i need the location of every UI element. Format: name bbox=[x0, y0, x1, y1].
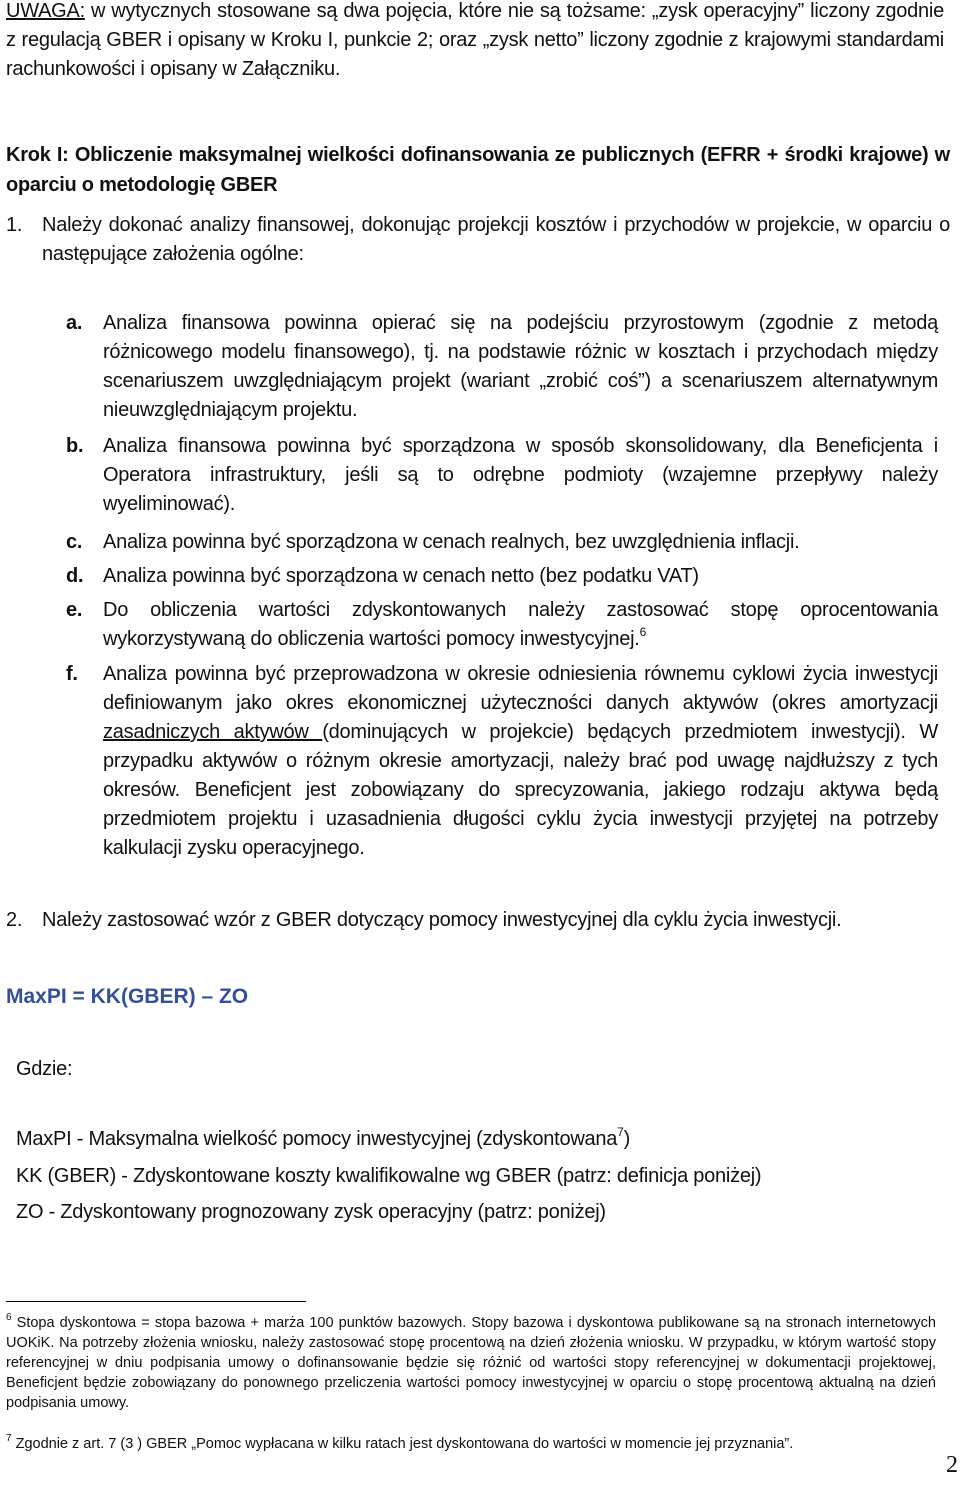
footnote-separator bbox=[6, 1301, 306, 1302]
definition-maxpi bbox=[16, 1125, 946, 1154]
list-item-f-label: f. bbox=[66, 663, 78, 685]
list-item-b-text: Analiza finansowa powinna być sporządzona w sposób skonsolidowany, dla Beneficjenta i Operatora infrastruktury, jeśli są to odrębne podmioty (wzajemne przepływy należy wyeliminować). bbox=[103, 435, 938, 515]
list-item-d bbox=[66, 562, 938, 591]
point-2-number: 2. bbox=[6, 909, 23, 931]
list-item-c bbox=[66, 528, 938, 557]
footnote-6-text: Stopa dyskontowa = stopa bazowa + marża 100 punktów bazowych. Stopy bazowa i dyskontowa publikowane są na stronach internetowych UOKiK. Na potrzeby złożenia wniosku, należy zastosować stopę procentową na dzień złożenia wniosku. W przypadku, w którym wartość stopy referencyjnej w dniu podpisania umowy o dofinansowanie będzie się różnić od wartości stopy referencyjnej w dokumentacji projektowej, Beneficjent będzie zobowiązany do ponownego przeliczenia wartości pomocy inwestycyjnej w oparciu o stopę procentową aktualną na dzień podpisania umowy. bbox=[6, 1315, 936, 1411]
list-item-f bbox=[66, 660, 938, 863]
footnote-7-text: Zgodnie z art. 7 (3 ) GBER „Pomoc wypłacana w kilku ratach jest dyskontowana do wartości w momencie jej przyznania”. bbox=[11, 1436, 794, 1452]
list-item-f-underlined: zasadniczych aktywów bbox=[103, 721, 323, 743]
list-item-f-text-after: (dominujących w projekcie) będących przedmiotem inwestycji). W przypadku aktywów o różnym okresie amortyzacji, należy brać pod uwagę najdłuższy z tych okresów. Beneficjent jest zobowiązany do sprecyzowania, jakiego rodzaju aktywa będą przedmiotem projektu i uzasadnienia długości cyklu życia inwestycji przyjętej na potrzeby kalkulacji zysku operacyjnego. bbox=[103, 721, 938, 859]
footnote-6 bbox=[6, 1313, 936, 1413]
list-item-c-label: c. bbox=[66, 531, 83, 553]
footnote-7-number: 7 bbox=[6, 1433, 12, 1445]
warning-label: UWAGA: bbox=[6, 0, 85, 22]
list-item-a bbox=[66, 309, 938, 425]
list-item-d-label: d. bbox=[66, 565, 84, 587]
warning-paragraph bbox=[6, 0, 944, 84]
footnote-7 bbox=[6, 1434, 936, 1454]
footnote-6-number: 6 bbox=[6, 1312, 12, 1324]
point-1-number: 1. bbox=[6, 214, 23, 236]
warning-text: w wytycznych stosowane są dwa pojęcia, które nie są tożsame: „zysk operacyjny” liczony zgodnie z regulacją GBER i opisany w Kroku I, punkcie 2; oraz „zysk netto” liczony zgodnie z krajowymi standardami rachunkowości i opisany w Załączniku. bbox=[6, 0, 944, 80]
list-item-f-text-before: Analiza powinna być przeprowadzona w okresie odniesienia równemu cyklowi życia inwestycji definiowanym jako okres ekonomicznej użyteczności danych aktywów (okres amortyzacji bbox=[103, 663, 938, 714]
list-item-c-text: Analiza powinna być sporządzona w cenach realnych, bez uwzględnienia inflacji. bbox=[103, 531, 800, 553]
list-item-e-text bbox=[103, 596, 938, 654]
footnote-ref-7: 7 bbox=[617, 1125, 624, 1140]
point-1 bbox=[6, 211, 950, 269]
point-2-text: Należy zastosować wzór z GBER dotyczący pomocy inwestycyjnej dla cyklu życia inwestycji. bbox=[42, 909, 842, 931]
list-item-a-label: a. bbox=[66, 312, 83, 334]
list-item-b-label: b. bbox=[66, 435, 84, 457]
list-item-a-text: Analiza finansowa powinna opierać się na podejściu przyrostowym (zgodnie z metodą różnicowego modelu finansowego), tj. na podstawie różnic w kosztach i przychodach między scenariuszem uwzględniającym projekt (wariant „zrobić coś”) a scenariuszem alternatywnym nieuwzględniającym projektu. bbox=[103, 312, 938, 421]
list-item-f-text bbox=[103, 660, 938, 863]
list-item-d-text: Analiza powinna być sporządzona w cenach netto (bez podatku VAT) bbox=[103, 565, 699, 587]
definition-maxpi-close: ) bbox=[623, 1128, 630, 1150]
footnote-ref-6: 6 bbox=[639, 625, 647, 640]
list-item-b bbox=[66, 432, 938, 519]
list-item-e-body: Do obliczenia wartości zdyskontowanych należy zastosować stopę oprocentowania wykorzystywaną do obliczenia wartości pomocy inwestycyjnej. bbox=[103, 599, 938, 650]
definition-kk: KK (GBER) - Zdyskontowane koszty kwalifikowalne wg GBER (patrz: definicja poniżej) bbox=[16, 1165, 762, 1187]
page-number: 2 bbox=[946, 1452, 958, 1478]
formula: MaxPI = KK(GBER) – ZO bbox=[6, 985, 249, 1008]
definition-zo: ZO - Zdyskontowany prognozowany zysk operacyjny (patrz: poniżej) bbox=[16, 1201, 606, 1223]
step-heading: Krok I: Obliczenie maksymalnej wielkości dofinansowania ze publicznych (EFRR + środki krajowe) w oparciu o metodologię GBER bbox=[6, 144, 950, 196]
point-1-text: Należy dokonać analizy finansowej, dokonując projekcji kosztów i przychodów w projekcie, w oparciu o następujące założenia ogólne: bbox=[42, 214, 950, 265]
where-label: Gdzie: bbox=[16, 1058, 73, 1080]
definition-maxpi-text: MaxPI - Maksymalna wielkość pomocy inwestycyjnej (zdyskontowana bbox=[16, 1128, 618, 1150]
point-2 bbox=[6, 906, 950, 935]
list-item-e-label: e. bbox=[66, 599, 83, 621]
list-item-e bbox=[66, 596, 938, 654]
